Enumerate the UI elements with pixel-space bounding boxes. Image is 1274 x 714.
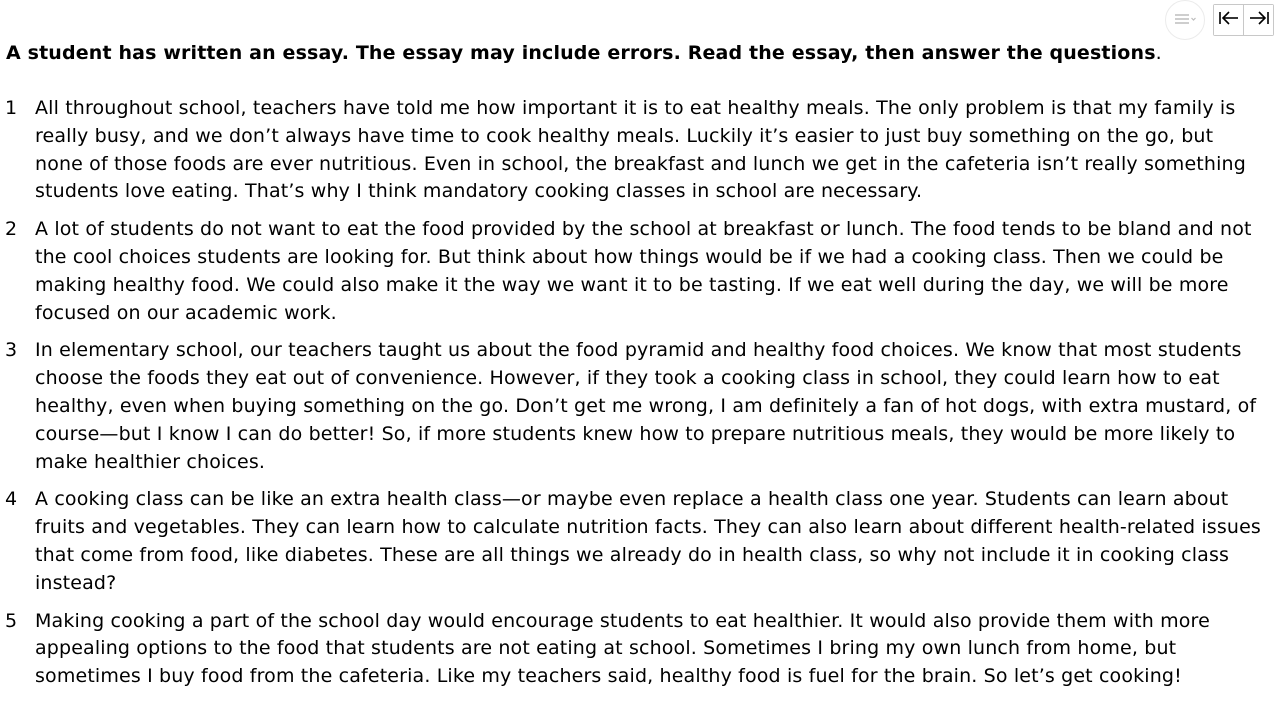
paragraph-text: In elementary school, our teachers taught us about the food pyramid and healthy food choices. We know that most students choose the foods they eat out of convenience. However, if they took a cooking class in school, they could learn how to eat healthy, even when buying something on the go. Don’t get me wrong, I am definitely a fan of hot dogs, with extra mustard, of course—but I know I can do better! So, if more students knew how to prepare nutritious meals, they would be more likely to make healthier choices. [35, 339, 1257, 473]
arrow-left-to-bar-icon [1217, 9, 1241, 31]
navigation-buttons [1213, 4, 1274, 36]
toolbar [1165, 0, 1274, 40]
essay-paragraph [0, 486, 1274, 597]
next-button[interactable] [1243, 5, 1273, 35]
instructions-text: A student has written an essay. The essay may include errors. Read the essay, then answer the questions [6, 42, 1156, 64]
previous-button[interactable] [1214, 5, 1243, 35]
paragraph-number: 2 [5, 218, 18, 241]
paragraph-text: A cooking class can be like an extra health class—or maybe even replace a health class one year. Students can learn about fruits and vegetables. They can learn how to calculate nutrition facts. They can also learn about different health-related issues that come from food, like diabetes. These are all things we already do in health class, so why not include it in cooking class instead? [35, 488, 1261, 594]
menu-dropdown-icon [1172, 11, 1198, 30]
essay-paragraph [0, 95, 1274, 206]
instructions [6, 40, 1162, 66]
paragraph-number: 1 [5, 97, 18, 119]
paragraph-number: 4 [5, 488, 18, 511]
essay-paragraph [0, 337, 1274, 476]
arrow-right-to-bar-icon [1247, 9, 1271, 31]
paragraph-text: A lot of students do not want to eat the food provided by the school at breakfast or lunch. The food tends to be bland and not the cool choices students are looking for. But think about how things would be if we had a cooking class. Then we could be making healthy food. We could also make it the way we want it to be tasting. If we eat well during the day, we will be more focused on our academic work. [35, 218, 1252, 324]
essay-paragraph [0, 216, 1274, 327]
paragraph-number: 3 [5, 339, 18, 362]
paragraph-text: Making cooking a part of the school day would encourage students to eat healthier. It would also provide them with more appealing options to the food that students are not eating at school. Sometimes I bring my own lunch from home, but sometimes I buy food from the cafeteria. Like my teachers said, healthy food is fuel for the brain. So let’s get cooking! [35, 609, 1210, 688]
instructions-period: . [1155, 42, 1162, 64]
paragraph-text: All throughout school, teachers have told me how important it is to eat healthy meals. The only problem is that my family is really busy, and we don’t always have time to cook healthy meals. Luckily it’s easier to just buy something on the go, but none of those foods are ever nutritious. Even in school, the breakfast and lunch we get in the cafeteria isn’t really something students love eating. That’s why I think mandatory cooking classes in school are necessary. [35, 97, 1246, 203]
essay [0, 95, 1274, 701]
menu-dropdown-button[interactable] [1165, 0, 1205, 40]
paragraph-number: 5 [5, 609, 18, 632]
essay-paragraph [0, 608, 1274, 691]
